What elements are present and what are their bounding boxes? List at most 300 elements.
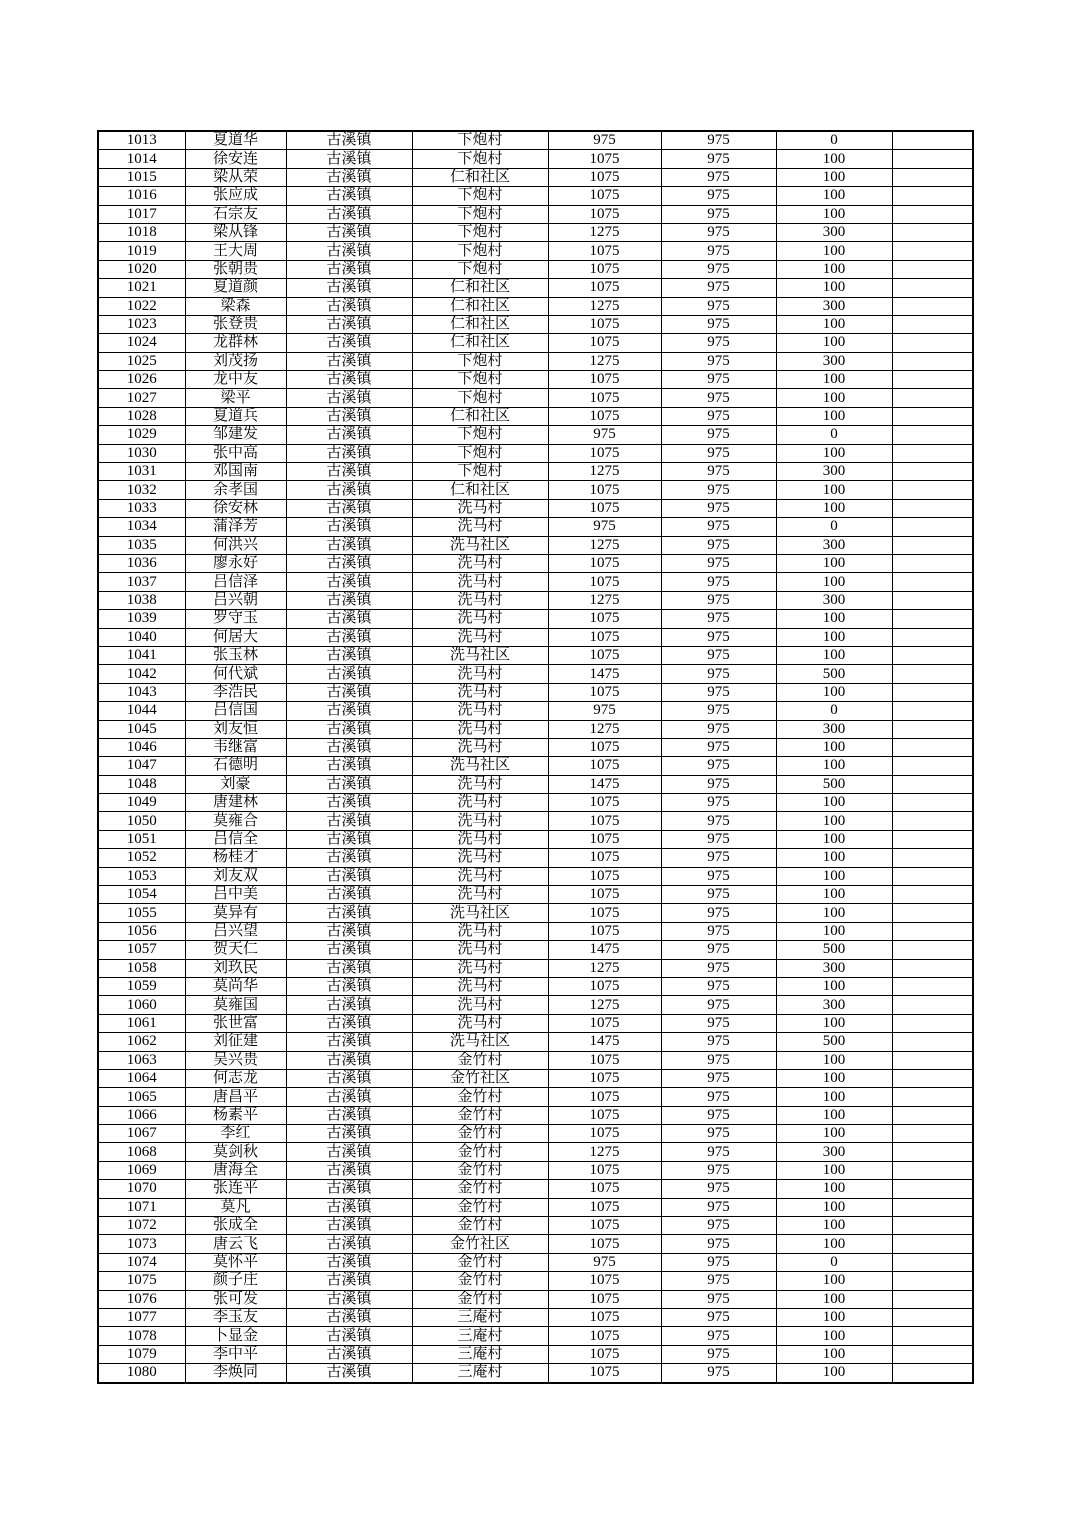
row-number-cell: 1037 — [98, 573, 185, 591]
name-cell: 邹建发 — [185, 426, 286, 444]
name-cell: 刘豪 — [185, 775, 286, 793]
village-cell: 洗马村 — [412, 996, 548, 1014]
amount-cell: 1275 — [548, 720, 661, 738]
row-number-cell: 1013 — [98, 131, 185, 150]
village-cell: 洗马村 — [412, 886, 548, 904]
name-cell: 张成全 — [185, 1217, 286, 1235]
base-cell: 975 — [661, 407, 776, 425]
table-row — [98, 886, 973, 904]
name-cell: 何志龙 — [185, 1069, 286, 1087]
remark-cell — [892, 150, 973, 168]
village-cell: 金竹村 — [412, 1106, 548, 1124]
amount-cell: 1075 — [548, 757, 661, 775]
village-cell: 金竹村 — [412, 1051, 548, 1069]
remark-cell — [892, 775, 973, 793]
table-row — [98, 646, 973, 664]
table-row — [98, 407, 973, 425]
town-cell: 古溪镇 — [286, 187, 412, 205]
name-cell: 张登贵 — [185, 315, 286, 333]
town-cell: 古溪镇 — [286, 518, 412, 536]
difference-cell: 100 — [776, 150, 892, 168]
name-cell: 莫雍国 — [185, 996, 286, 1014]
town-cell: 古溪镇 — [286, 959, 412, 977]
remark-cell — [892, 812, 973, 830]
base-cell: 975 — [661, 904, 776, 922]
difference-cell: 500 — [776, 1033, 892, 1051]
difference-cell: 100 — [776, 849, 892, 867]
table-row — [98, 463, 973, 481]
difference-cell: 0 — [776, 131, 892, 150]
name-cell: 吴兴贵 — [185, 1051, 286, 1069]
remark-cell — [892, 1290, 973, 1308]
name-cell: 吕中美 — [185, 886, 286, 904]
amount-cell: 975 — [548, 518, 661, 536]
amount-cell: 1075 — [548, 573, 661, 591]
table-row — [98, 168, 973, 186]
village-cell: 洗马村 — [412, 830, 548, 848]
town-cell: 古溪镇 — [286, 1180, 412, 1198]
village-cell: 洗马村 — [412, 720, 548, 738]
base-cell: 975 — [661, 131, 776, 150]
amount-cell: 1075 — [548, 1345, 661, 1363]
row-number-cell: 1049 — [98, 794, 185, 812]
difference-cell: 300 — [776, 352, 892, 370]
village-cell: 下炮村 — [412, 352, 548, 370]
row-number-cell: 1062 — [98, 1033, 185, 1051]
remark-cell — [892, 996, 973, 1014]
difference-cell: 100 — [776, 168, 892, 186]
difference-cell: 100 — [776, 407, 892, 425]
remark-cell — [892, 481, 973, 499]
name-cell: 吕兴望 — [185, 922, 286, 940]
table-row — [98, 904, 973, 922]
base-cell: 975 — [661, 738, 776, 756]
village-cell: 金竹村 — [412, 1217, 548, 1235]
amount-cell: 1075 — [548, 849, 661, 867]
difference-cell: 100 — [776, 683, 892, 701]
village-cell: 洗马社区 — [412, 757, 548, 775]
village-cell: 洗马村 — [412, 499, 548, 517]
name-cell: 王大周 — [185, 242, 286, 260]
table-row — [98, 830, 973, 848]
name-cell: 梁从锋 — [185, 223, 286, 241]
amount-cell: 1275 — [548, 463, 661, 481]
table-row — [98, 1033, 973, 1051]
difference-cell: 100 — [776, 573, 892, 591]
amount-cell: 1075 — [548, 922, 661, 940]
village-cell: 洗马村 — [412, 941, 548, 959]
remark-cell — [892, 499, 973, 517]
base-cell: 975 — [661, 573, 776, 591]
row-number-cell: 1076 — [98, 1290, 185, 1308]
difference-cell: 100 — [776, 389, 892, 407]
name-cell: 唐建林 — [185, 794, 286, 812]
row-number-cell: 1061 — [98, 1014, 185, 1032]
table-row — [98, 205, 973, 223]
town-cell: 古溪镇 — [286, 1143, 412, 1161]
amount-cell: 1075 — [548, 1069, 661, 1087]
table-row — [98, 260, 973, 278]
town-cell: 古溪镇 — [286, 812, 412, 830]
amount-cell: 1075 — [548, 260, 661, 278]
base-cell: 975 — [661, 1051, 776, 1069]
remark-cell — [892, 591, 973, 609]
town-cell: 古溪镇 — [286, 1235, 412, 1253]
town-cell: 古溪镇 — [286, 610, 412, 628]
town-cell: 古溪镇 — [286, 1198, 412, 1216]
name-cell: 贺天仁 — [185, 941, 286, 959]
row-number-cell: 1065 — [98, 1088, 185, 1106]
name-cell: 刘玖民 — [185, 959, 286, 977]
row-number-cell: 1027 — [98, 389, 185, 407]
base-cell: 975 — [661, 867, 776, 885]
name-cell: 梁平 — [185, 389, 286, 407]
amount-cell: 1275 — [548, 591, 661, 609]
amount-cell: 1275 — [548, 297, 661, 315]
amount-cell: 1075 — [548, 977, 661, 995]
difference-cell: 100 — [776, 334, 892, 352]
town-cell: 古溪镇 — [286, 720, 412, 738]
remark-cell — [892, 904, 973, 922]
table-body — [98, 131, 973, 1383]
difference-cell: 100 — [776, 610, 892, 628]
remark-cell — [892, 794, 973, 812]
remark-cell — [892, 131, 973, 150]
village-cell: 仁和社区 — [412, 481, 548, 499]
row-number-cell: 1070 — [98, 1180, 185, 1198]
table-row — [98, 131, 973, 150]
amount-cell: 1075 — [548, 168, 661, 186]
row-number-cell: 1029 — [98, 426, 185, 444]
difference-cell: 100 — [776, 1309, 892, 1327]
base-cell: 975 — [661, 720, 776, 738]
difference-cell: 100 — [776, 444, 892, 462]
base-cell: 975 — [661, 757, 776, 775]
row-number-cell: 1021 — [98, 279, 185, 297]
town-cell: 古溪镇 — [286, 1345, 412, 1363]
difference-cell: 0 — [776, 426, 892, 444]
remark-cell — [892, 187, 973, 205]
row-number-cell: 1048 — [98, 775, 185, 793]
row-number-cell: 1031 — [98, 463, 185, 481]
base-cell: 975 — [661, 959, 776, 977]
village-cell: 金竹村 — [412, 1161, 548, 1179]
village-cell: 洗马村 — [412, 554, 548, 572]
village-cell: 金竹村 — [412, 1290, 548, 1308]
table-row — [98, 812, 973, 830]
difference-cell: 100 — [776, 1014, 892, 1032]
difference-cell: 500 — [776, 941, 892, 959]
village-cell: 洗马村 — [412, 591, 548, 609]
row-number-cell: 1054 — [98, 886, 185, 904]
row-number-cell: 1072 — [98, 1217, 185, 1235]
difference-cell: 100 — [776, 1290, 892, 1308]
name-cell: 唐海全 — [185, 1161, 286, 1179]
village-cell: 下炮村 — [412, 463, 548, 481]
name-cell: 夏道兵 — [185, 407, 286, 425]
base-cell: 975 — [661, 187, 776, 205]
town-cell: 古溪镇 — [286, 554, 412, 572]
row-number-cell: 1067 — [98, 1125, 185, 1143]
difference-cell: 0 — [776, 518, 892, 536]
amount-cell: 1075 — [548, 242, 661, 260]
table-row — [98, 941, 973, 959]
name-cell: 张朝贵 — [185, 260, 286, 278]
town-cell: 古溪镇 — [286, 334, 412, 352]
base-cell: 975 — [661, 315, 776, 333]
amount-cell: 1075 — [548, 150, 661, 168]
row-number-cell: 1073 — [98, 1235, 185, 1253]
remark-cell — [892, 573, 973, 591]
difference-cell: 100 — [776, 315, 892, 333]
difference-cell: 100 — [776, 830, 892, 848]
table-row — [98, 297, 973, 315]
table-row — [98, 150, 973, 168]
amount-cell: 1075 — [548, 738, 661, 756]
name-cell: 何居大 — [185, 628, 286, 646]
difference-cell: 100 — [776, 260, 892, 278]
base-cell: 975 — [661, 812, 776, 830]
town-cell: 古溪镇 — [286, 757, 412, 775]
table-row — [98, 1125, 973, 1143]
amount-cell: 1075 — [548, 628, 661, 646]
row-number-cell: 1015 — [98, 168, 185, 186]
table-row — [98, 1253, 973, 1271]
row-number-cell: 1046 — [98, 738, 185, 756]
table-row — [98, 1069, 973, 1087]
table-row — [98, 738, 973, 756]
town-cell: 古溪镇 — [286, 628, 412, 646]
base-cell: 975 — [661, 334, 776, 352]
name-cell: 张可发 — [185, 1290, 286, 1308]
remark-cell — [892, 223, 973, 241]
town-cell: 古溪镇 — [286, 996, 412, 1014]
village-cell: 金竹村 — [412, 1088, 548, 1106]
name-cell: 莫怀平 — [185, 1253, 286, 1271]
table-row — [98, 628, 973, 646]
village-cell: 下炮村 — [412, 389, 548, 407]
row-number-cell: 1026 — [98, 371, 185, 389]
table-row — [98, 867, 973, 885]
village-cell: 洗马社区 — [412, 536, 548, 554]
name-cell: 李红 — [185, 1125, 286, 1143]
name-cell: 颜子庄 — [185, 1272, 286, 1290]
remark-cell — [892, 922, 973, 940]
base-cell: 975 — [661, 297, 776, 315]
amount-cell: 1075 — [548, 1272, 661, 1290]
table-row — [98, 187, 973, 205]
base-cell: 975 — [661, 1033, 776, 1051]
table-row — [98, 352, 973, 370]
amount-cell: 1075 — [548, 1309, 661, 1327]
base-cell: 975 — [661, 1327, 776, 1345]
row-number-cell: 1044 — [98, 702, 185, 720]
row-number-cell: 1059 — [98, 977, 185, 995]
difference-cell: 300 — [776, 996, 892, 1014]
base-cell: 975 — [661, 1014, 776, 1032]
table-row — [98, 996, 973, 1014]
remark-cell — [892, 849, 973, 867]
amount-cell: 1075 — [548, 610, 661, 628]
town-cell: 古溪镇 — [286, 867, 412, 885]
table-row — [98, 702, 973, 720]
remark-cell — [892, 959, 973, 977]
remark-cell — [892, 977, 973, 995]
name-cell: 张中高 — [185, 444, 286, 462]
row-number-cell: 1066 — [98, 1106, 185, 1124]
village-cell: 下炮村 — [412, 371, 548, 389]
remark-cell — [892, 389, 973, 407]
table-row — [98, 499, 973, 517]
town-cell: 古溪镇 — [286, 1033, 412, 1051]
row-number-cell: 1057 — [98, 941, 185, 959]
base-cell: 975 — [661, 481, 776, 499]
difference-cell: 100 — [776, 1345, 892, 1363]
remark-cell — [892, 1253, 973, 1271]
town-cell: 古溪镇 — [286, 794, 412, 812]
remark-cell — [892, 315, 973, 333]
difference-cell: 100 — [776, 904, 892, 922]
row-number-cell: 1058 — [98, 959, 185, 977]
difference-cell: 100 — [776, 1069, 892, 1087]
remark-cell — [892, 1161, 973, 1179]
row-number-cell: 1034 — [98, 518, 185, 536]
row-number-cell: 1018 — [98, 223, 185, 241]
table-row — [98, 1327, 973, 1345]
table-row — [98, 1217, 973, 1235]
difference-cell: 300 — [776, 959, 892, 977]
amount-cell: 1075 — [548, 1235, 661, 1253]
remark-cell — [892, 683, 973, 701]
table-row — [98, 922, 973, 940]
name-cell: 张玉林 — [185, 646, 286, 664]
town-cell: 古溪镇 — [286, 205, 412, 223]
name-cell: 徐安连 — [185, 150, 286, 168]
difference-cell: 100 — [776, 628, 892, 646]
name-cell: 李中平 — [185, 1345, 286, 1363]
remark-cell — [892, 371, 973, 389]
name-cell: 莫凡 — [185, 1198, 286, 1216]
name-cell: 唐云飞 — [185, 1235, 286, 1253]
name-cell: 龙群林 — [185, 334, 286, 352]
amount-cell: 1075 — [548, 481, 661, 499]
remark-cell — [892, 1069, 973, 1087]
row-number-cell: 1050 — [98, 812, 185, 830]
town-cell: 古溪镇 — [286, 1051, 412, 1069]
amount-cell: 1075 — [548, 1051, 661, 1069]
name-cell: 莫尚华 — [185, 977, 286, 995]
difference-cell: 100 — [776, 499, 892, 517]
row-number-cell: 1028 — [98, 407, 185, 425]
base-cell: 975 — [661, 702, 776, 720]
remark-cell — [892, 628, 973, 646]
row-number-cell: 1040 — [98, 628, 185, 646]
village-cell: 仁和社区 — [412, 168, 548, 186]
table-row — [98, 481, 973, 499]
difference-cell: 100 — [776, 187, 892, 205]
amount-cell: 1075 — [548, 794, 661, 812]
base-cell: 975 — [661, 463, 776, 481]
table-row — [98, 1198, 973, 1216]
remark-cell — [892, 1125, 973, 1143]
village-cell: 仁和社区 — [412, 297, 548, 315]
town-cell: 古溪镇 — [286, 738, 412, 756]
town-cell: 古溪镇 — [286, 1069, 412, 1087]
village-cell: 仁和社区 — [412, 279, 548, 297]
village-cell: 三庵村 — [412, 1364, 548, 1383]
table-row — [98, 794, 973, 812]
difference-cell: 0 — [776, 702, 892, 720]
village-cell: 三庵村 — [412, 1309, 548, 1327]
amount-cell: 1075 — [548, 683, 661, 701]
amount-cell: 1075 — [548, 554, 661, 572]
base-cell: 975 — [661, 1143, 776, 1161]
amount-cell: 1075 — [548, 315, 661, 333]
remark-cell — [892, 554, 973, 572]
amount-cell: 1075 — [548, 279, 661, 297]
name-cell: 何代斌 — [185, 665, 286, 683]
town-cell: 古溪镇 — [286, 573, 412, 591]
amount-cell: 1075 — [548, 886, 661, 904]
remark-cell — [892, 407, 973, 425]
village-cell: 洗马村 — [412, 849, 548, 867]
name-cell: 张应成 — [185, 187, 286, 205]
row-number-cell: 1030 — [98, 444, 185, 462]
town-cell: 古溪镇 — [286, 591, 412, 609]
row-number-cell: 1071 — [98, 1198, 185, 1216]
amount-cell: 1275 — [548, 1143, 661, 1161]
name-cell: 莫雍合 — [185, 812, 286, 830]
village-cell: 洗马社区 — [412, 1033, 548, 1051]
town-cell: 古溪镇 — [286, 1125, 412, 1143]
difference-cell: 100 — [776, 922, 892, 940]
amount-cell: 1075 — [548, 1327, 661, 1345]
name-cell: 余孝国 — [185, 481, 286, 499]
remark-cell — [892, 1217, 973, 1235]
name-cell: 邓国南 — [185, 463, 286, 481]
row-number-cell: 1017 — [98, 205, 185, 223]
name-cell: 吕信国 — [185, 702, 286, 720]
remark-cell — [892, 1364, 973, 1383]
village-cell: 下炮村 — [412, 131, 548, 150]
row-number-cell: 1019 — [98, 242, 185, 260]
table-row — [98, 536, 973, 554]
difference-cell: 500 — [776, 775, 892, 793]
name-cell: 张连平 — [185, 1180, 286, 1198]
base-cell: 975 — [661, 1345, 776, 1363]
row-number-cell: 1053 — [98, 867, 185, 885]
table-row — [98, 959, 973, 977]
base-cell: 975 — [661, 444, 776, 462]
town-cell: 古溪镇 — [286, 444, 412, 462]
village-cell: 洗马社区 — [412, 646, 548, 664]
town-cell: 古溪镇 — [286, 1088, 412, 1106]
village-cell: 洗马村 — [412, 518, 548, 536]
base-cell: 975 — [661, 150, 776, 168]
remark-cell — [892, 757, 973, 775]
table-row — [98, 426, 973, 444]
remark-cell — [892, 297, 973, 315]
town-cell: 古溪镇 — [286, 830, 412, 848]
data-table — [97, 130, 974, 1384]
town-cell: 古溪镇 — [286, 1106, 412, 1124]
difference-cell: 300 — [776, 720, 892, 738]
table-row — [98, 665, 973, 683]
name-cell: 莫剑秋 — [185, 1143, 286, 1161]
table-row — [98, 610, 973, 628]
base-cell: 975 — [661, 591, 776, 609]
row-number-cell: 1038 — [98, 591, 185, 609]
